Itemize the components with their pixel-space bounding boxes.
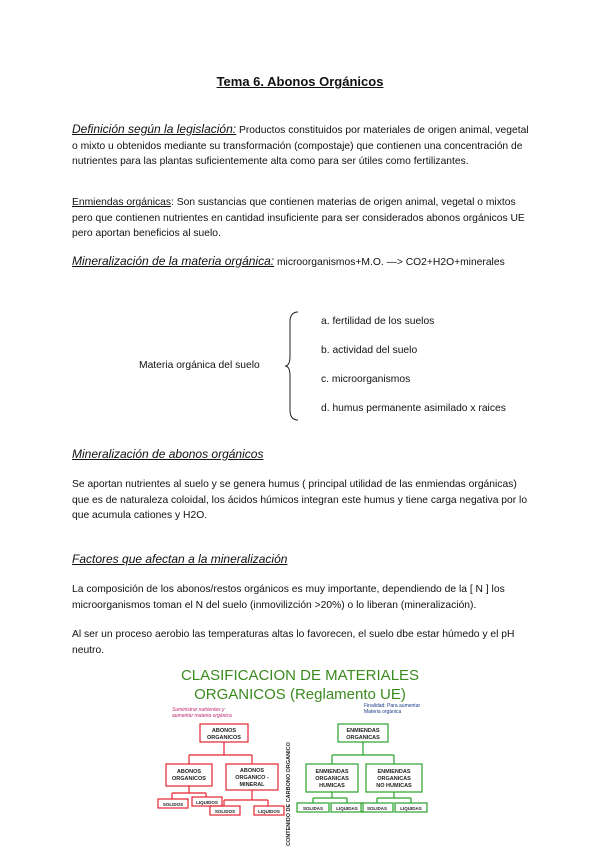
left-child2-line1: ABONOS <box>239 768 265 774</box>
right-leaf-4: LIQUIDAS <box>400 806 422 811</box>
right-child2-line3: NO HUMICAS <box>376 783 412 789</box>
list-item: a. fertilidad de los suelos <box>321 316 435 327</box>
right-child1-line3: HUMICAS <box>319 783 345 789</box>
left-leaf-1: SOLIDOS <box>162 802 184 807</box>
factores-paragraph-2: Al ser un proceso aerobio las temperaturas altas lo favorecen, el suelo dbe estar húmedo y el pH neutro. <box>72 629 515 656</box>
factores-paragraph-1: La composición de los abonos/restos orgánicos es muy importante, dependiendo de la [ N ] los microorganismos toman el N del suelo (inmovilizción >20%) o lo liberan (mineralización). <box>72 584 505 611</box>
left-child1-line2: ORGANICOS <box>172 776 206 782</box>
list-item: d. humus permanente asimilado x raices <box>321 403 506 414</box>
left-root-line1: ABONOS <box>211 728 237 734</box>
left-leaf-4: LIQUIDOS <box>258 809 280 814</box>
curly-brace <box>284 310 302 422</box>
right-note-line1: Finalidad: Para aumentar <box>364 703 421 709</box>
left-leaf-2: LIQUIDOS <box>196 800 218 805</box>
right-leaf-3: SOLIDAS <box>366 806 388 811</box>
left-child2-line2: ORGANICO - <box>235 775 269 781</box>
mineralizacion-mo-heading: Mineralización de la materia orgánica: <box>72 254 275 268</box>
right-root-line1: ENMIENDAS <box>346 728 380 734</box>
enmiendas-paragraph <box>72 195 532 242</box>
left-note-line2: aumentar materia orgánica <box>172 713 232 719</box>
list-item: b. actividad del suelo <box>321 345 418 356</box>
mineralizacion-mo-line <box>72 254 552 271</box>
factores-heading-row <box>72 552 532 569</box>
enmiendas-text: : Son sustancias que contienen materias de origen animal, vegetal o mixtos pero que contienen nutrientes en cantidad insuficiente para ser considerados abonos orgánicos UE pero aportan beneficios al suelo. <box>72 197 525 239</box>
left-child2-line3: MINERAL <box>239 782 265 788</box>
mineralizacion-mo-text: microorganismos+M.O. —> CO2+H2O+minerales <box>274 257 505 268</box>
left-note-line1: Suministrar nutrientes y <box>172 707 225 713</box>
right-child1-line2: ORGANICAS <box>315 776 349 782</box>
left-root-line2: ORGANICOS <box>207 735 241 741</box>
right-child2-line1: ENMIENDAS <box>377 769 411 775</box>
right-child2-line2: ORGANICAS <box>377 776 411 782</box>
classification-diagram <box>150 660 450 848</box>
left-child1-line1: ABONOS <box>176 769 202 775</box>
definition-heading: Definición según la legislación: <box>72 122 237 136</box>
right-root-line2: ORGANICAS <box>346 735 380 741</box>
axis-label: CONTENIDO DE CARBONO ORGANICO <box>286 742 292 846</box>
materia-organica-label: Materia orgánica del suelo <box>139 360 260 371</box>
diagram-title-line2: ORGANICOS (Reglamento UE) <box>194 686 406 703</box>
definition-text: Productos constituidos por materiales de origen animal, vegetal o mixto u obtenidos mediante su transformación (compostaje) que contienen una concentración de nutrientes para las plantas suficientemente alta como para ser útiles como fertilizantes. <box>72 125 529 167</box>
enmiendas-heading: Enmiendas orgánicas <box>72 197 172 208</box>
definition-paragraph <box>72 122 532 170</box>
right-child1-line1: ENMIENDAS <box>315 769 349 775</box>
right-leaf-1: SOLIDAS <box>302 806 324 811</box>
factores-heading: Factores que afectan a la mineralización <box>72 552 288 566</box>
mineralizacion-abonos-heading: Mineralización de abonos orgánicos <box>72 447 264 461</box>
right-leaf-2: LIQUIDAS <box>336 806 358 811</box>
mineralizacion-abonos-heading-row <box>72 447 532 464</box>
right-note-line2: Materia orgánica <box>364 709 402 715</box>
left-leaf-3: SOLIDOS <box>214 809 236 814</box>
page-title: Tema 6. Abonos Orgánicos <box>216 74 384 89</box>
list-item: c. microorganismos <box>321 374 411 385</box>
diagram-title-line1: CLASIFICACION DE MATERIALES <box>180 667 420 684</box>
mineralizacion-abonos-text: Se aportan nutrientes al suelo y se genera humus ( principal utilidad de las enmiendas orgánicas) que es de naturaleza coloidal, los ácidos húmicos integran este humus y tiene carga negativa por lo que acumula cationes y H2O. <box>72 479 528 521</box>
